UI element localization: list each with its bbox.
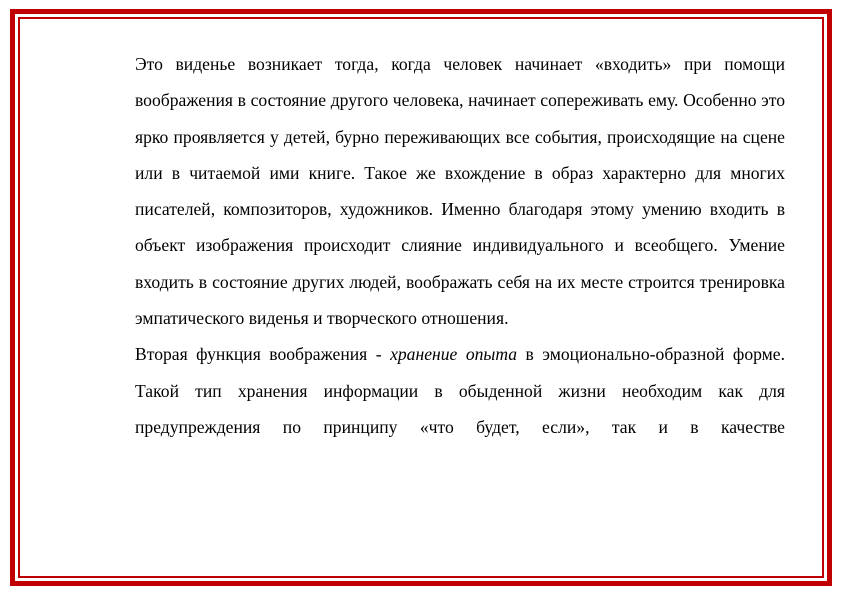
paragraph-second-function-start: Вторая функция воображения -	[135, 344, 391, 365]
italic-term-experience-storage: хранение опыта	[390, 344, 518, 365]
paragraph-empathic-vision: Это виденье возникает тогда, когда человек начинает «входить» при помощи воображения в состояние другого человека, начинает сопереживать ему. Особенно это ярко проявляется у детей, бурно переживающих все события, происходящие на сцене или в читаемой ими книге. Такое же вхождение в образ характерно для многих писателей, композиторов, художников. Именно благодаря этому умению входить в объект изображения происходит слияние индивидуального и всеобщего. Умение входить в состояние других людей, воображать себя на их месте строится тренировка эмпатического виденья и творческого отношения.	[135, 54, 785, 329]
paragraph-second-function-end: в эмоционально-образной форме. Такой тип хранения информации в обыденной жизни необходим как для предупреждения по принципу «что будет, если», так и в качестве	[135, 344, 785, 437]
body-text	[135, 46, 785, 445]
paragraph-second-function	[135, 336, 785, 445]
